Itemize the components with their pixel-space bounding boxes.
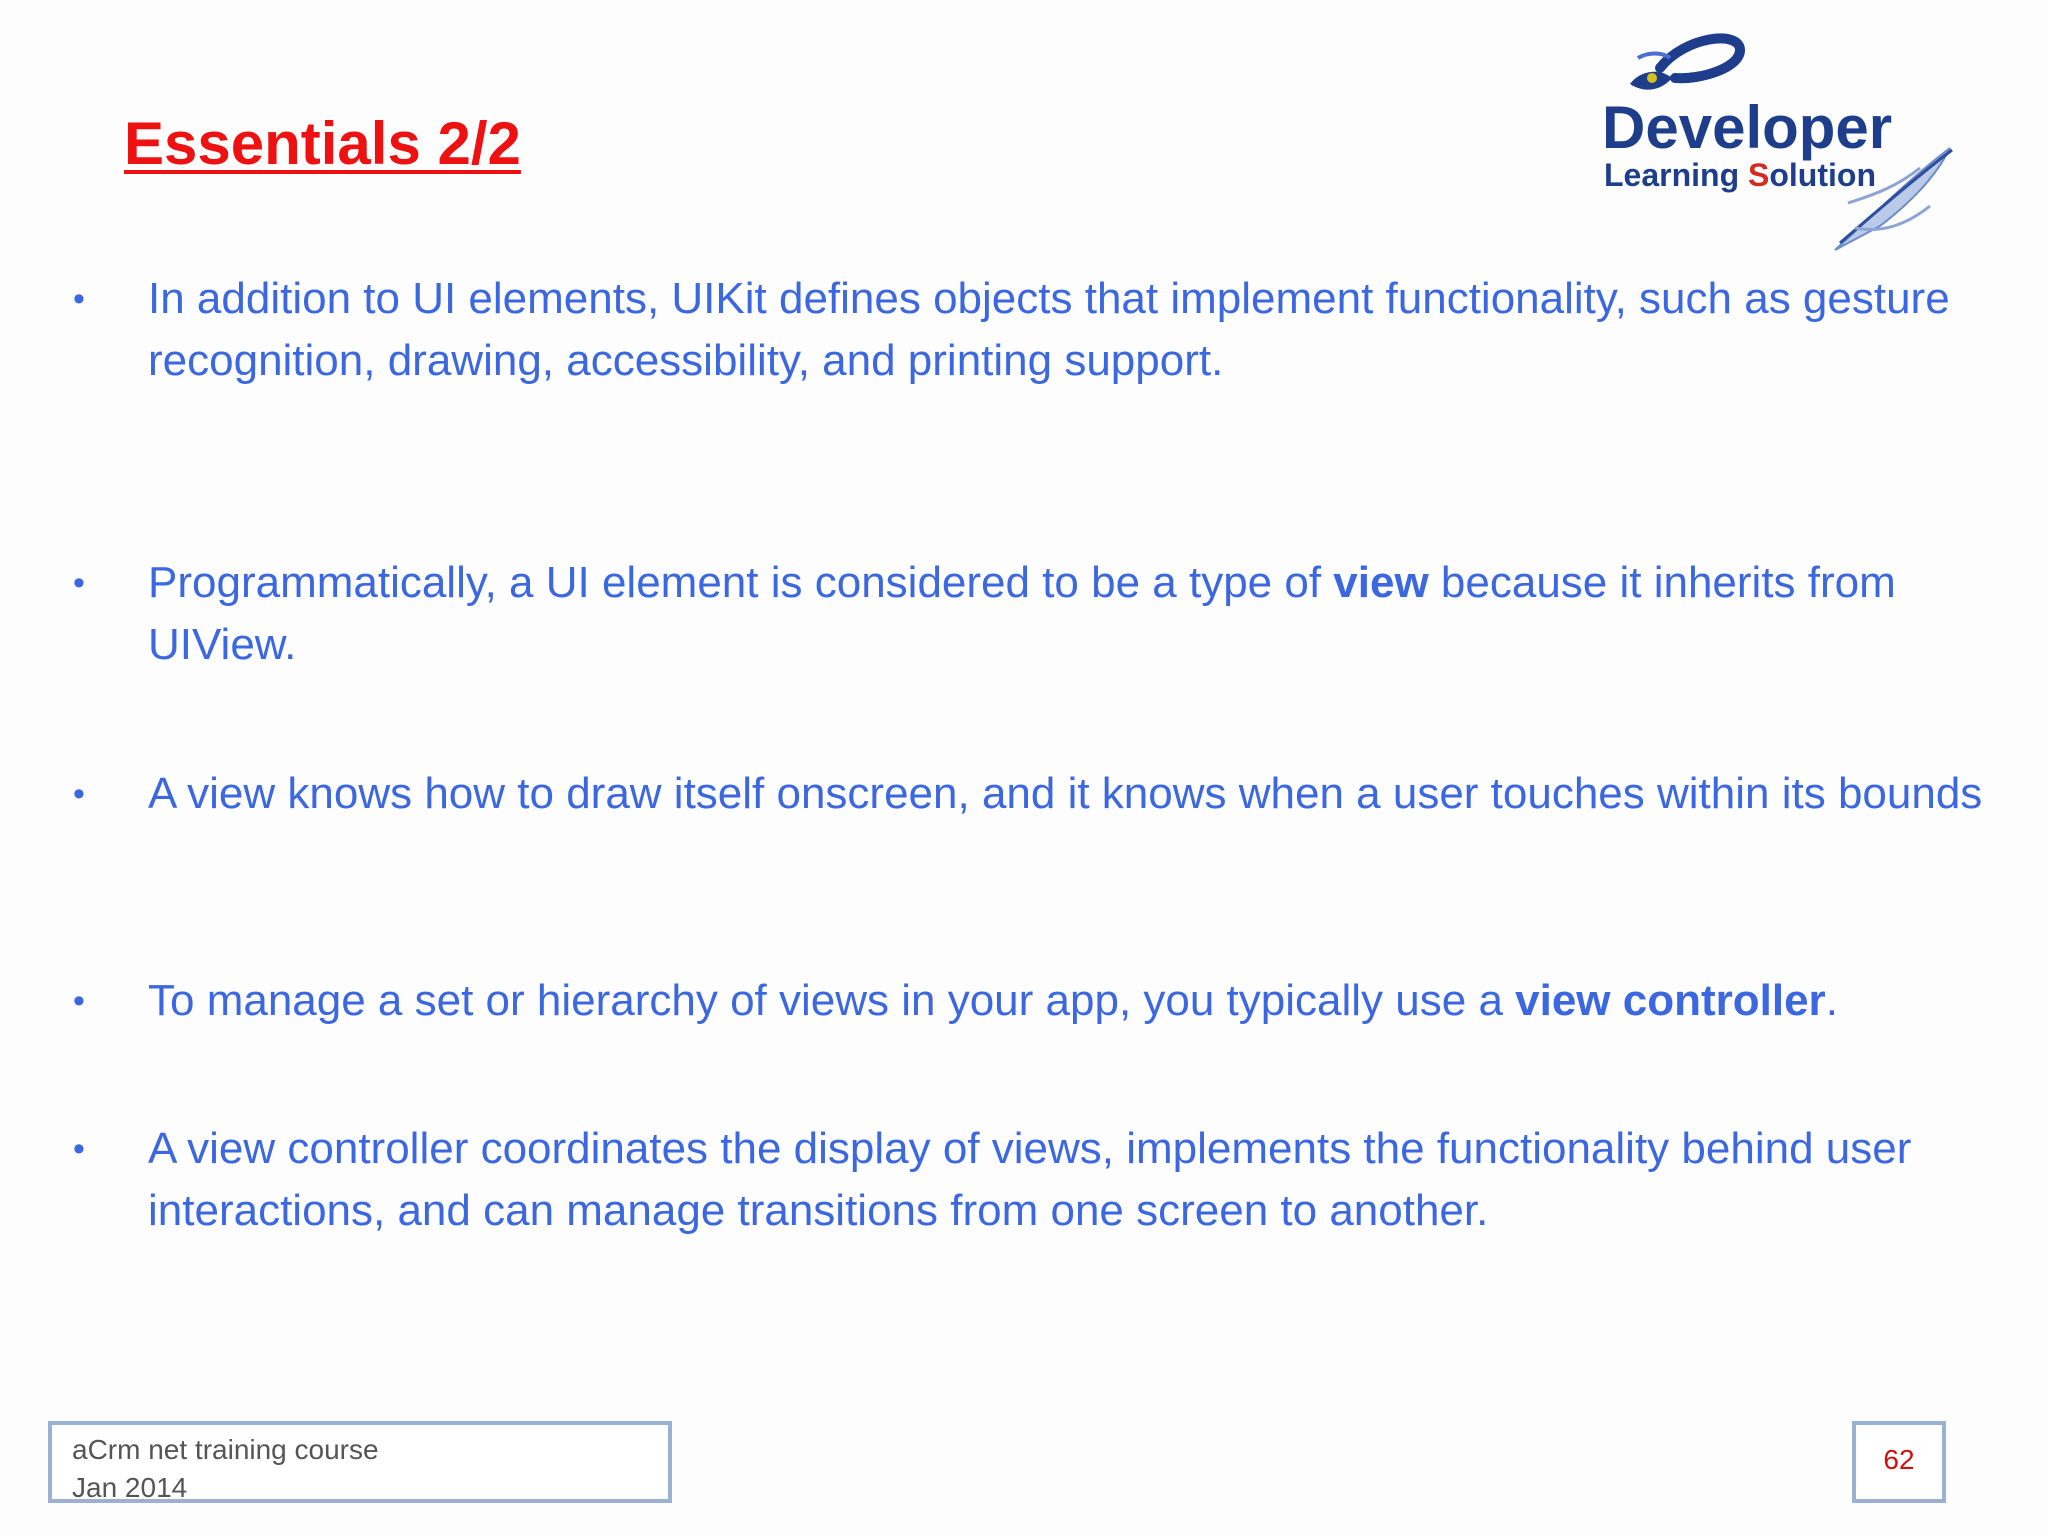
bullet-icon: • bbox=[73, 982, 85, 1020]
bullet-segment: A view controller coordinates the display of views, implements the functionality behind user interactions, and can manage transitions from one screen to another. bbox=[148, 1124, 1912, 1235]
bullet-emphasis: view bbox=[1333, 558, 1429, 607]
footer-date: Jan 2014 bbox=[72, 1472, 188, 1503]
developer-learning-solution-logo bbox=[1590, 28, 1970, 260]
footer-course-box bbox=[48, 1421, 672, 1503]
bullet-text bbox=[148, 1118, 2008, 1242]
bullet-segment: because it inherits from UIView. bbox=[148, 558, 1896, 669]
page-number-box bbox=[1852, 1421, 1946, 1503]
bullet-text bbox=[148, 552, 2008, 676]
page-number: 62 bbox=[1883, 1444, 1915, 1475]
bullet-text bbox=[148, 763, 2008, 825]
bullet-icon: • bbox=[73, 1130, 85, 1168]
bullet-icon: • bbox=[73, 564, 85, 602]
logo-mark-icon bbox=[1630, 38, 1740, 89]
bullet-text bbox=[148, 268, 2008, 392]
logo-text-learning-solution: Learning Solution bbox=[1604, 157, 1876, 193]
bullet-emphasis: view controller bbox=[1515, 976, 1826, 1025]
footer-course-name: aCrm net training course bbox=[72, 1434, 379, 1465]
logo-text-developer: Developer bbox=[1602, 94, 1893, 161]
bullet-segment: . bbox=[1825, 976, 1838, 1025]
bullet-segment: A view knows how to draw itself onscreen, and it knows when a user touches within its bounds bbox=[148, 769, 1983, 818]
bullet-text bbox=[148, 970, 2008, 1032]
bullet-icon: • bbox=[73, 775, 85, 813]
bullet-segment: Programmatically, a UI element is considered to be a type of bbox=[148, 558, 1334, 607]
bullet-segment: In addition to UI elements, UIKit defines objects that implement functionality, such as gesture recognition, drawing, accessibility, and printing support. bbox=[148, 274, 1950, 385]
bullet-segment: To manage a set or hierarchy of views in your app, you typically use a bbox=[148, 976, 1516, 1025]
bullet-icon: • bbox=[73, 280, 85, 318]
slide-title: Essentials 2/2 bbox=[124, 110, 521, 177]
